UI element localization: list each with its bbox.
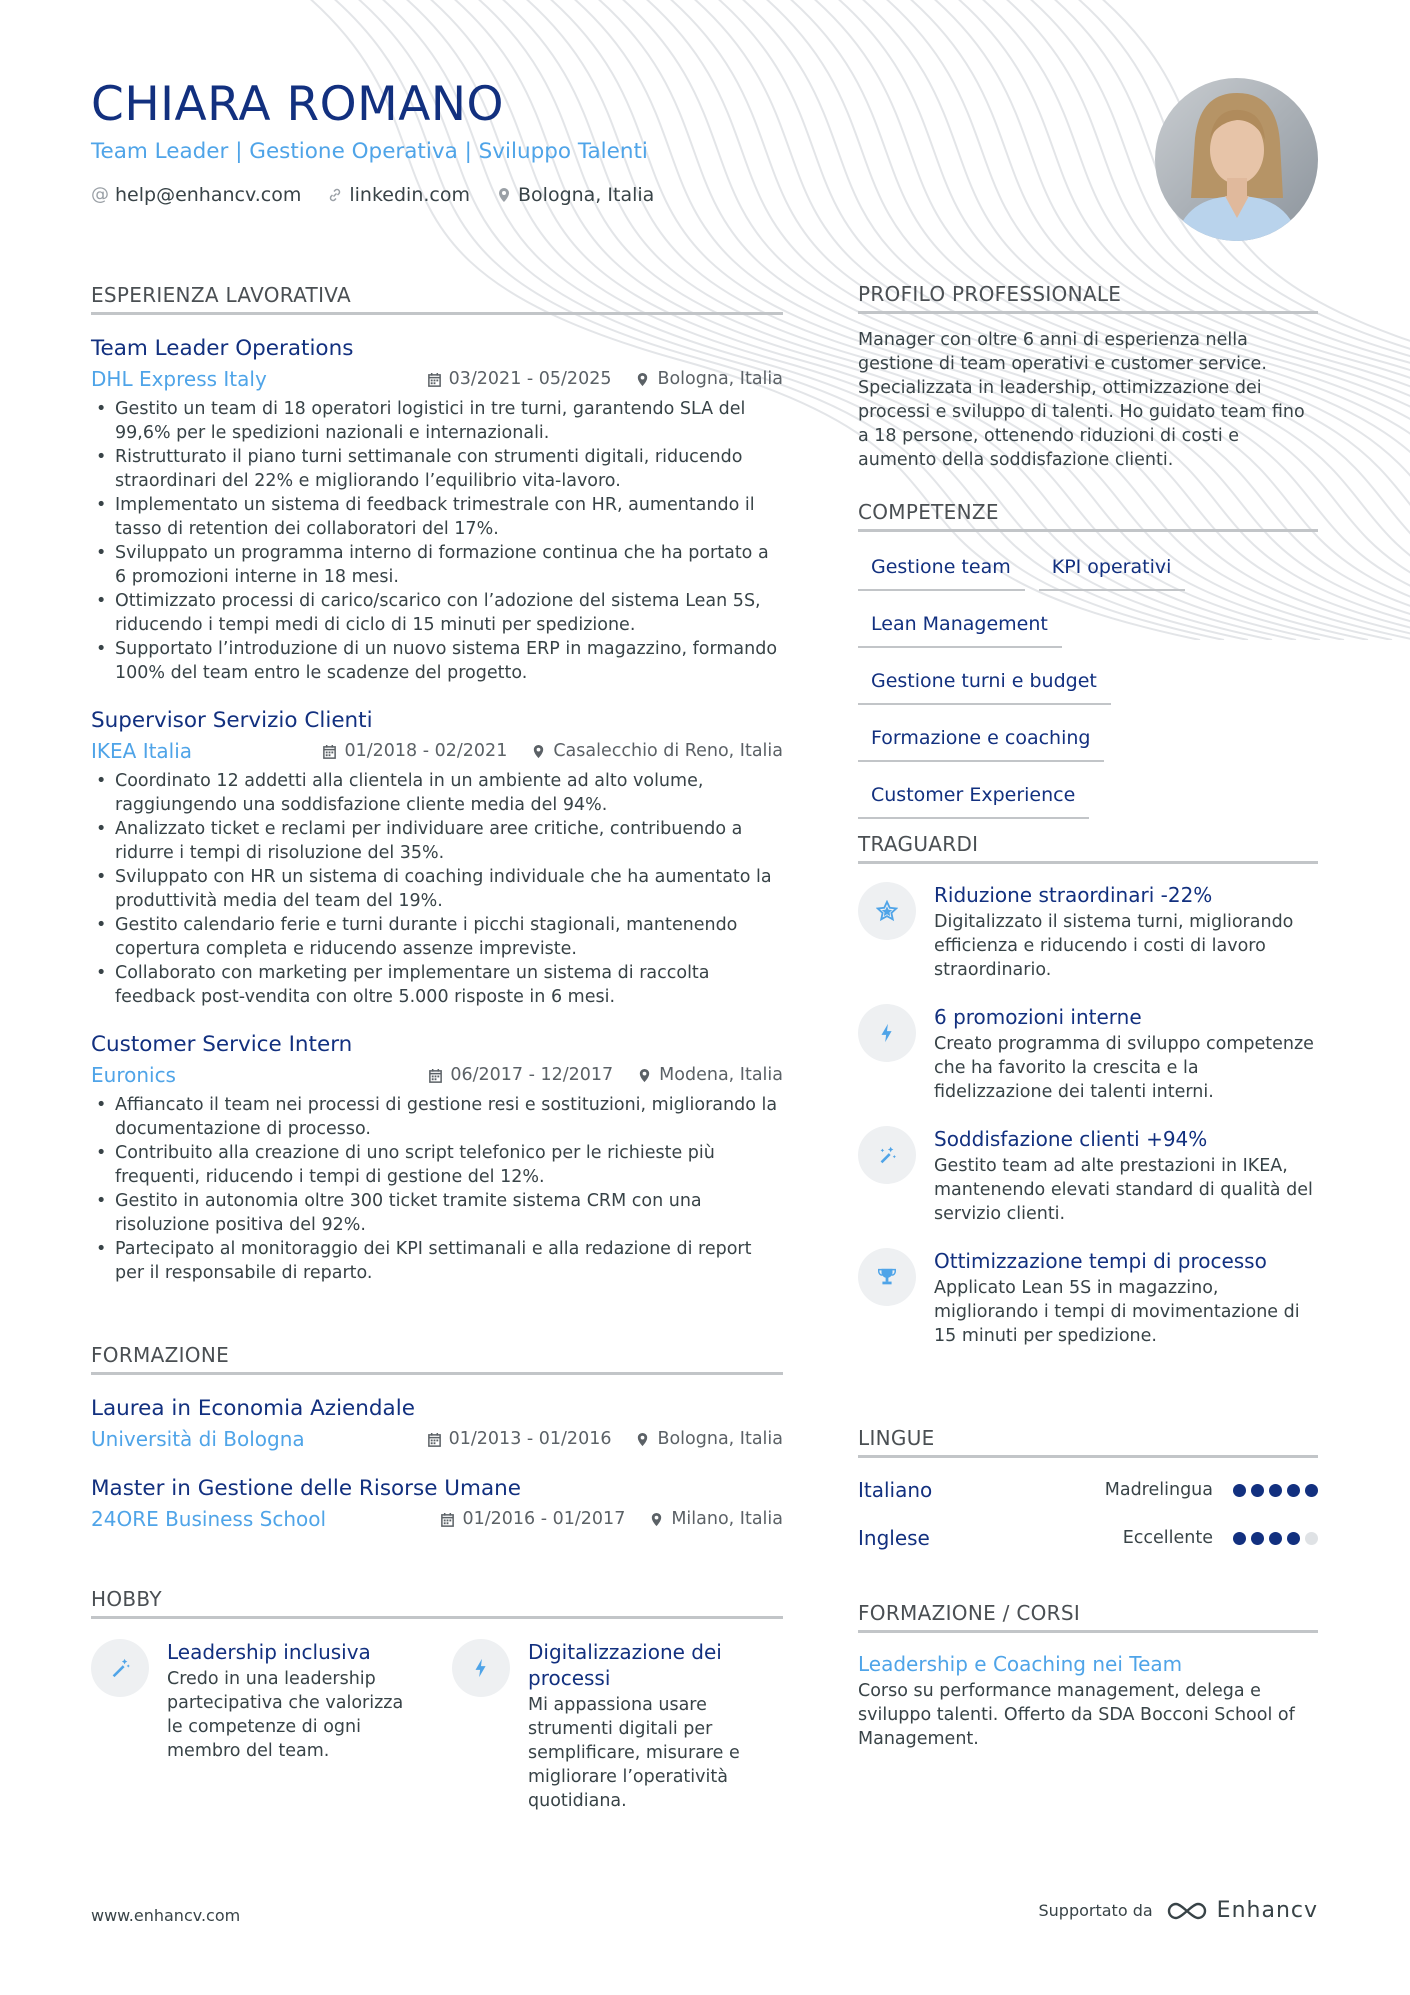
- bullet-item: • Coordinato 12 addetti alla clientela in un ambiente ad alto volume, raggiungendo una soddisfazione cliente media del 94%.: [91, 769, 783, 817]
- avatar: [1155, 78, 1318, 241]
- dot-filled: [1233, 1484, 1246, 1497]
- contact-email[interactable]: [91, 182, 301, 208]
- email-text: help@enhancv.com: [115, 184, 302, 206]
- skills-list: [858, 546, 1318, 819]
- job-entry: [91, 1031, 783, 1285]
- job-dates: 01/2018 - 02/2021: [322, 741, 507, 761]
- at-icon: @: [91, 184, 109, 205]
- education-heading: FORMAZIONE: [91, 1342, 783, 1375]
- job-company: Euronics: [91, 1063, 176, 1087]
- job-location: Modena, Italia: [637, 1065, 783, 1085]
- proficiency-dots: [1233, 1532, 1318, 1545]
- calendar-icon: [322, 744, 337, 759]
- dot-filled: [1287, 1484, 1300, 1497]
- achievements-heading: TRAGUARDI: [858, 831, 1318, 864]
- hobby-title: Digitalizzazione dei processi: [528, 1640, 722, 1690]
- language-name: Inglese: [858, 1526, 930, 1550]
- job-location: Casalecchio di Reno, Italia: [531, 741, 783, 761]
- calendar-icon: [427, 1432, 442, 1447]
- achievement-title: 6 promozioni interne: [934, 1005, 1142, 1029]
- courses-section: [858, 1600, 1318, 1751]
- job-role: Customer Service Intern: [91, 1032, 353, 1057]
- location-pin-icon: [635, 1432, 650, 1447]
- language-item: [858, 1478, 1318, 1502]
- magic-wand-icon: [91, 1639, 149, 1697]
- experience-section: [91, 282, 783, 1285]
- language-item: [858, 1526, 1318, 1550]
- skill-tag: Gestione team: [858, 546, 1025, 591]
- calendar-icon: [440, 1512, 455, 1527]
- achievement-desc: Digitalizzato il sistema turni, migliorando efficienza e riducendo i costi di lavoro straordinario.: [934, 912, 1294, 980]
- dot-filled: [1305, 1484, 1318, 1497]
- bullet-item: • Gestito un team di 18 operatori logistici in tre turni, garantendo SLA del 99,6% per le spedizioni nazionali e internazionali.: [91, 397, 783, 445]
- dot-filled: [1233, 1532, 1246, 1545]
- bullet-item: • Supportato l’introduzione di un nuovo sistema ERP in magazzino, formando 100% del team entro le scadenze del progetto.: [91, 637, 783, 685]
- bullet-item: • Implementato un sistema di feedback trimestrale con HR, aumentando il tasso di retention dei collaboratori del 17%.: [91, 493, 783, 541]
- infinity-logo-icon: [1165, 1900, 1209, 1922]
- school-name: 24ORE Business School: [91, 1507, 327, 1531]
- education-entry: [91, 1475, 783, 1533]
- job-dates: 03/2021 - 05/2025: [427, 369, 612, 389]
- location-pin-icon: [531, 744, 546, 759]
- achievement-desc: Applicato Lean 5S in magazzino, migliorando i tempi di movimentazione di 15 minuti per spedizione.: [934, 1278, 1300, 1346]
- powered-by-text: Supportato da: [1038, 1901, 1153, 1920]
- achievement-item: [858, 1004, 1318, 1104]
- location-pin-icon: [635, 372, 650, 387]
- profile-section: [858, 281, 1318, 472]
- job-entry: [91, 707, 783, 1009]
- dot-filled: [1287, 1532, 1300, 1545]
- hobby-heading: HOBBY: [91, 1586, 783, 1619]
- footer-branding: [1039, 1898, 1319, 1923]
- experience-heading: ESPERIENZA LAVORATIVA: [91, 282, 783, 315]
- education-location: Milano, Italia: [649, 1509, 783, 1529]
- contact-location: [496, 182, 654, 208]
- star-icon: [858, 882, 916, 940]
- location-pin-icon: [649, 1512, 664, 1527]
- hobby-section: [91, 1586, 783, 1813]
- job-role: Team Leader Operations: [91, 336, 354, 361]
- languages-heading: LINGUE: [858, 1425, 1318, 1458]
- calendar-icon: [428, 1068, 443, 1083]
- job-bullets: [91, 397, 783, 685]
- course-title: Leadership e Coaching nei Team: [858, 1652, 1183, 1676]
- skill-tag: Formazione e coaching: [858, 717, 1104, 762]
- location-pin-icon: [637, 1068, 652, 1083]
- dot-filled: [1269, 1484, 1282, 1497]
- job-role: Supervisor Servizio Clienti: [91, 708, 373, 733]
- skill-tag: Lean Management: [858, 603, 1062, 648]
- job-company: IKEA Italia: [91, 739, 193, 763]
- achievement-title: Riduzione straordinari -22%: [934, 883, 1213, 907]
- language-level: Eccellente: [1122, 1528, 1213, 1548]
- job-entry: [91, 335, 783, 685]
- profile-heading: PROFILO PROFESSIONALE: [858, 281, 1318, 314]
- skill-tag: KPI operativi: [1039, 546, 1186, 591]
- degree-title: Master in Gestione delle Risorse Umane: [91, 1476, 521, 1501]
- bullet-item: • Collaborato con marketing per implementare un sistema di raccolta feedback post-vendita con oltre 5.000 risposte in 6 mesi.: [91, 961, 783, 1009]
- bullet-item: • Partecipato al monitoraggio dei KPI settimanali e alla redazione di report per il responsabile di reparto.: [91, 1237, 783, 1285]
- skills-section: [858, 499, 1318, 819]
- language-level: Madrelingua: [1104, 1480, 1213, 1500]
- achievements-section: [858, 831, 1318, 1348]
- bullet-item: • Ottimizzato processi di carico/scarico con l’adozione del sistema Lean 5S, riducendo i tempi medi di ciclo di 15 minuti per spedizione.: [91, 589, 783, 637]
- bullet-item: • Contribuito alla creazione di uno script telefonico per le richieste più frequenti, riducendo i tempi di gestione del 12%.: [91, 1141, 783, 1189]
- lightning-icon: [858, 1004, 916, 1062]
- education-section: [91, 1342, 783, 1533]
- trophy-icon: [858, 1248, 916, 1306]
- link-icon: [327, 187, 343, 203]
- job-company: DHL Express Italy: [91, 367, 267, 391]
- courses-heading: FORMAZIONE / CORSI: [858, 1600, 1318, 1633]
- lightning-icon: [452, 1639, 510, 1697]
- education-location: Bologna, Italia: [635, 1429, 783, 1449]
- achievement-desc: Creato programma di sviluppo competenze che ha favorito la crescita e la fidelizzazione dei talenti interni.: [934, 1034, 1314, 1102]
- education-dates: 01/2013 - 01/2016: [427, 1429, 612, 1449]
- job-bullets: [91, 1093, 783, 1285]
- achievement-title: Soddisfazione clienti +94%: [934, 1127, 1208, 1151]
- footer-website[interactable]: www.enhancv.com: [91, 1906, 241, 1925]
- resume-header: [91, 76, 1091, 208]
- dot-empty: [1305, 1532, 1318, 1545]
- job-location: Bologna, Italia: [635, 369, 783, 389]
- contact-info: [91, 182, 1091, 208]
- bullet-item: • Sviluppato con HR un sistema di coaching individuale che ha aumentato la produttività media del team del 19%.: [91, 865, 783, 913]
- location-pin-icon: [496, 187, 512, 203]
- bullet-item: • Analizzato ticket e reclami per individuare aree critiche, contribuendo a ridurre i tempi di risoluzione del 35%.: [91, 817, 783, 865]
- job-dates: 06/2017 - 12/2017: [428, 1065, 613, 1085]
- dot-filled: [1251, 1484, 1264, 1497]
- enhancv-logo[interactable]: Enhancv: [1165, 1898, 1318, 1923]
- bullet-item: • Gestito calendario ferie e turni durante i picchi stagionali, mantenendo copertura completa e riducendo assenze impreviste.: [91, 913, 783, 961]
- profile-summary: Manager con oltre 6 anni di esperienza nella gestione di team operativi e customer service. Specializzata in leadership, ottimizzazione dei processi e sviluppo di talenti. Ho guidato team fino a 18 persone, ottenendo riduzioni di costi e aumento della soddisfazione clienti.: [858, 330, 1305, 470]
- candidate-headline: Team Leader | Gestione Operativa | Sviluppo Talenti: [91, 139, 648, 164]
- education-dates: 01/2016 - 01/2017: [440, 1509, 625, 1529]
- bullet-item: • Ristrutturato il piano turni settimanale con strumenti digitali, riducendo straordinari del 22% e migliorando l’equilibrio vita-lavoro.: [91, 445, 783, 493]
- magic-icon: [858, 1126, 916, 1184]
- language-name: Italiano: [858, 1478, 933, 1502]
- bullet-item: • Sviluppato un programma interno di formazione continua che ha portato a 6 promozioni interne in 18 mesi.: [91, 541, 783, 589]
- location-text: Bologna, Italia: [518, 184, 655, 206]
- achievement-item: [858, 1248, 1318, 1348]
- job-bullets: [91, 769, 783, 1009]
- skill-tag: Gestione turni e budget: [858, 660, 1111, 705]
- linkedin-text: linkedin.com: [349, 184, 470, 206]
- course-desc: Corso su performance management, delega e sviluppo talenti. Offerto da SDA Bocconi School of Management.: [858, 1681, 1295, 1749]
- dot-filled: [1251, 1532, 1264, 1545]
- school-name: Università di Bologna: [91, 1427, 305, 1451]
- hobby-item: [452, 1639, 783, 1813]
- proficiency-dots: [1233, 1484, 1318, 1497]
- bullet-item: • Affiancato il team nei processi di gestione resi e sostituzioni, migliorando la documentazione di processo.: [91, 1093, 783, 1141]
- languages-section: [858, 1425, 1318, 1550]
- calendar-icon: [427, 372, 442, 387]
- contact-linkedin[interactable]: [327, 182, 470, 208]
- achievement-title: Ottimizzazione tempi di processo: [934, 1249, 1267, 1273]
- bullet-item: • Gestito in autonomia oltre 300 ticket tramite sistema CRM con una risoluzione positiva del 92%.: [91, 1189, 783, 1237]
- achievement-item: [858, 882, 1318, 982]
- hobby-item: [91, 1639, 422, 1813]
- hobby-title: Leadership inclusiva: [167, 1640, 371, 1664]
- degree-title: Laurea in Economia Aziendale: [91, 1396, 415, 1421]
- education-entry: [91, 1395, 783, 1453]
- achievement-desc: Gestito team ad alte prestazioni in IKEA, mantenendo elevati standard di qualità del servizio clienti.: [934, 1156, 1313, 1224]
- skill-tag: Customer Experience: [858, 774, 1089, 819]
- skills-heading: COMPETENZE: [858, 499, 1318, 532]
- achievement-item: [858, 1126, 1318, 1226]
- dot-filled: [1269, 1532, 1282, 1545]
- hobby-desc: Credo in una leadership partecipativa che valorizza le competenze di ogni membro del team.: [167, 1669, 404, 1761]
- candidate-name: CHIARA ROMANO: [91, 77, 505, 132]
- hobby-desc: Mi appassiona usare strumenti digitali per semplificare, misurare e migliorare l’operatività quotidiana.: [528, 1695, 740, 1811]
